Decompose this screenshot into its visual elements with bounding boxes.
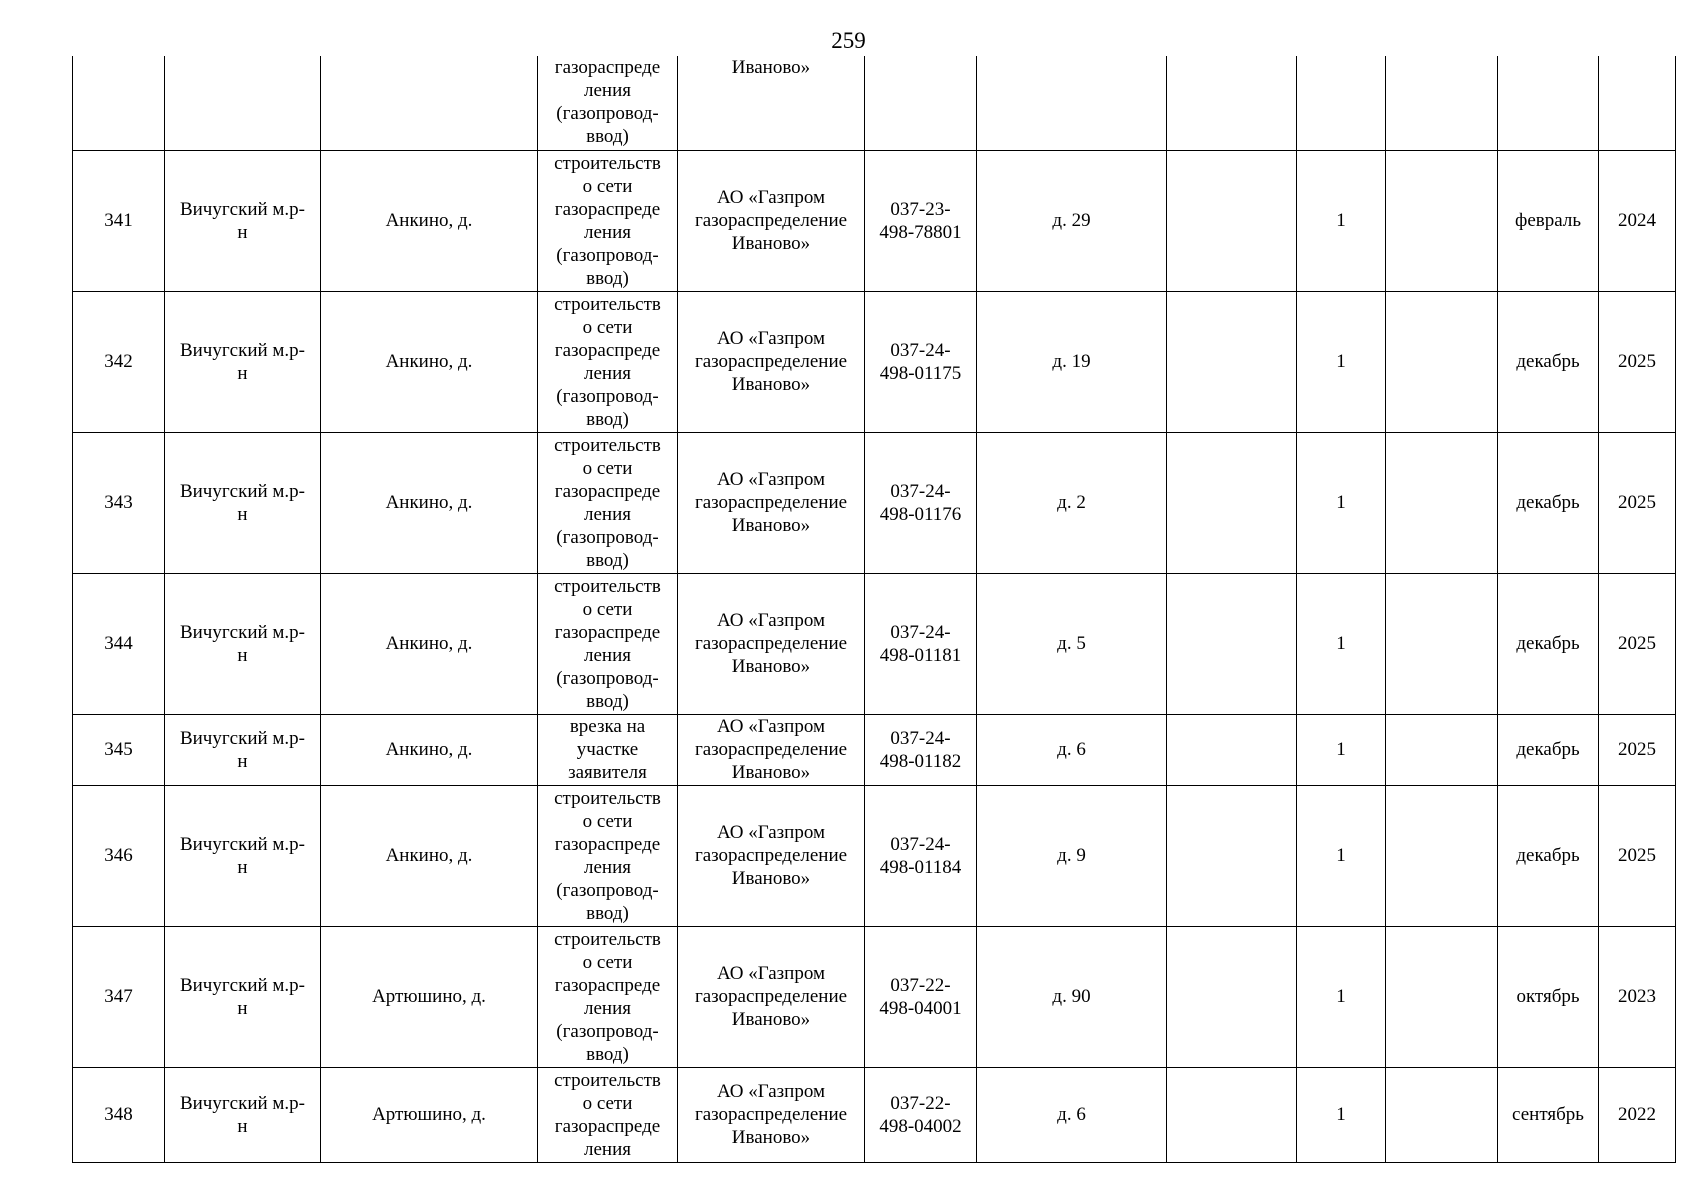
cell-num: 343 xyxy=(73,432,165,573)
cell-year: 2025 xyxy=(1599,432,1676,573)
cell-count: 1 xyxy=(1297,150,1386,291)
cell-num: 341 xyxy=(73,150,165,291)
cell-address: д. 29 xyxy=(977,150,1167,291)
cell-code: 037-24- 498-01184 xyxy=(865,785,977,926)
cell-address: д. 5 xyxy=(977,573,1167,714)
cell-locality: Анкино, д. xyxy=(321,714,538,785)
cell-address: д. 19 xyxy=(977,291,1167,432)
cell-district: Вичугский м.р- н xyxy=(165,291,321,432)
cell-col10 xyxy=(1386,56,1498,150)
cell-count: 1 xyxy=(1297,1067,1386,1162)
cell-work-type: газораспреде ления (газопровод- ввод) xyxy=(538,56,678,150)
cell-code: 037-24- 498-01175 xyxy=(865,291,977,432)
cell-year: 2024 xyxy=(1599,150,1676,291)
cell-count xyxy=(1297,56,1386,150)
cell-code: 037-24- 498-01181 xyxy=(865,573,977,714)
cell-count: 1 xyxy=(1297,291,1386,432)
cell-month xyxy=(1498,56,1599,150)
cell-count: 1 xyxy=(1297,926,1386,1067)
cell-district: Вичугский м.р- н xyxy=(165,785,321,926)
cell-month: декабрь xyxy=(1498,432,1599,573)
cell-col8 xyxy=(1167,785,1297,926)
cell-address: д. 6 xyxy=(977,1067,1167,1162)
cell-col8 xyxy=(1167,150,1297,291)
cell-count: 1 xyxy=(1297,714,1386,785)
table-row xyxy=(73,291,1676,432)
cell-year: 2022 xyxy=(1599,1067,1676,1162)
cell-organization: АО «Газпром газораспределение Иваново» xyxy=(678,1067,865,1162)
cell-count: 1 xyxy=(1297,785,1386,926)
cell-organization: Иваново» xyxy=(678,56,865,150)
cell-locality xyxy=(321,56,538,150)
table-body xyxy=(73,56,1676,1162)
cell-locality: Артюшино, д. xyxy=(321,926,538,1067)
cell-organization: АО «Газпром газораспределение Иваново» xyxy=(678,150,865,291)
cell-num: 347 xyxy=(73,926,165,1067)
cell-locality: Анкино, д. xyxy=(321,432,538,573)
cell-year: 2025 xyxy=(1599,785,1676,926)
cell-col10 xyxy=(1386,926,1498,1067)
table-row xyxy=(73,785,1676,926)
cell-col8 xyxy=(1167,714,1297,785)
cell-work-type: строительств о сети газораспреде ления (газопровод- ввод) xyxy=(538,785,678,926)
cell-col8 xyxy=(1167,573,1297,714)
cell-locality: Анкино, д. xyxy=(321,291,538,432)
cell-col10 xyxy=(1386,573,1498,714)
cell-district: Вичугский м.р- н xyxy=(165,432,321,573)
cell-year: 2025 xyxy=(1599,714,1676,785)
cell-month: февраль xyxy=(1498,150,1599,291)
cell-num xyxy=(73,56,165,150)
cell-count: 1 xyxy=(1297,573,1386,714)
cell-work-type: строительств о сети газораспреде ления (газопровод- ввод) xyxy=(538,150,678,291)
cell-col8 xyxy=(1167,926,1297,1067)
cell-year: 2023 xyxy=(1599,926,1676,1067)
cell-col8 xyxy=(1167,432,1297,573)
cell-work-type: строительств о сети газораспреде ления (газопровод- ввод) xyxy=(538,291,678,432)
cell-district: Вичугский м.р- н xyxy=(165,714,321,785)
cell-district: Вичугский м.р- н xyxy=(165,926,321,1067)
cell-month: декабрь xyxy=(1498,714,1599,785)
cell-num: 345 xyxy=(73,714,165,785)
cell-code: 037-22- 498-04002 xyxy=(865,1067,977,1162)
cell-num: 348 xyxy=(73,1067,165,1162)
cell-col10 xyxy=(1386,150,1498,291)
table-row-continuation xyxy=(73,56,1676,150)
cell-organization: АО «Газпром газораспределение Иваново» xyxy=(678,573,865,714)
cell-address xyxy=(977,56,1167,150)
cell-district xyxy=(165,56,321,150)
cell-district: Вичугский м.р- н xyxy=(165,1067,321,1162)
cell-locality: Артюшино, д. xyxy=(321,1067,538,1162)
cell-organization: АО «Газпром газораспределение Иваново» xyxy=(678,926,865,1067)
cell-month: декабрь xyxy=(1498,573,1599,714)
cell-col8 xyxy=(1167,291,1297,432)
table-row xyxy=(73,432,1676,573)
table-row xyxy=(73,1067,1676,1162)
cell-district: Вичугский м.р- н xyxy=(165,150,321,291)
cell-month: декабрь xyxy=(1498,785,1599,926)
cell-locality: Анкино, д. xyxy=(321,150,538,291)
table-row xyxy=(73,714,1676,785)
page-number: 259 xyxy=(831,28,866,53)
cell-work-type: строительств о сети газораспреде ления (газопровод- ввод) xyxy=(538,432,678,573)
cell-code: 037-22- 498-04001 xyxy=(865,926,977,1067)
cell-num: 346 xyxy=(73,785,165,926)
table-row xyxy=(73,150,1676,291)
cell-address: д. 9 xyxy=(977,785,1167,926)
cell-year: 2025 xyxy=(1599,573,1676,714)
cell-year: 2025 xyxy=(1599,291,1676,432)
cell-locality: Анкино, д. xyxy=(321,785,538,926)
cell-count: 1 xyxy=(1297,432,1386,573)
cell-num: 344 xyxy=(73,573,165,714)
cell-locality: Анкино, д. xyxy=(321,573,538,714)
cell-organization: АО «Газпром газораспределение Иваново» xyxy=(678,432,865,573)
cell-address: д. 90 xyxy=(977,926,1167,1067)
cell-code: 037-24- 498-01182 xyxy=(865,714,977,785)
cell-work-type: врезка на участке заявителя xyxy=(538,714,678,785)
cell-month: декабрь xyxy=(1498,291,1599,432)
cell-work-type: строительств о сети газораспреде ления xyxy=(538,1067,678,1162)
cell-month: сентябрь xyxy=(1498,1067,1599,1162)
cell-col10 xyxy=(1386,714,1498,785)
cell-work-type: строительств о сети газораспреде ления (газопровод- ввод) xyxy=(538,573,678,714)
cell-month: октябрь xyxy=(1498,926,1599,1067)
cell-year xyxy=(1599,56,1676,150)
cell-code: 037-24- 498-01176 xyxy=(865,432,977,573)
cell-col10 xyxy=(1386,432,1498,573)
table-row xyxy=(73,926,1676,1067)
cell-col10 xyxy=(1386,785,1498,926)
cell-district: Вичугский м.р- н xyxy=(165,573,321,714)
cell-organization: АО «Газпром газораспределение Иваново» xyxy=(678,714,865,785)
cell-col8 xyxy=(1167,1067,1297,1162)
cell-col10 xyxy=(1386,1067,1498,1162)
cell-code xyxy=(865,56,977,150)
data-table xyxy=(72,56,1676,1163)
cell-code: 037-23- 498-78801 xyxy=(865,150,977,291)
cell-col8 xyxy=(1167,56,1297,150)
cell-address: д. 6 xyxy=(977,714,1167,785)
cell-organization: АО «Газпром газораспределение Иваново» xyxy=(678,785,865,926)
cell-work-type: строительств о сети газораспреде ления (газопровод- ввод) xyxy=(538,926,678,1067)
cell-num: 342 xyxy=(73,291,165,432)
cell-address: д. 2 xyxy=(977,432,1167,573)
cell-col10 xyxy=(1386,291,1498,432)
table-row xyxy=(73,573,1676,714)
cell-organization: АО «Газпром газораспределение Иваново» xyxy=(678,291,865,432)
